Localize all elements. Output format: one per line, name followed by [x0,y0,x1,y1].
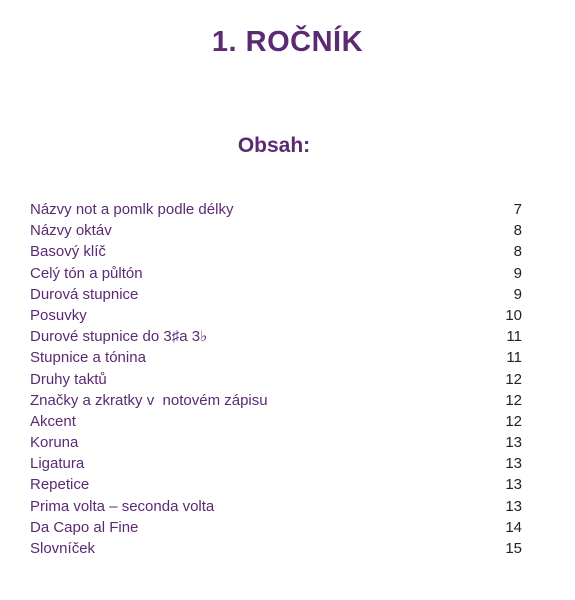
toc-entry-page-number: 8 [513,222,522,240]
toc-entry [30,453,522,474]
toc-heading: Obsah: [237,134,311,157]
toc-entry-title: Koruna [30,434,79,452]
toc-entry-page-number: 13 [505,434,522,452]
toc-entry-title: Druhy taktů [30,370,107,388]
toc-entry-page-number: 13 [505,476,522,494]
toc-entry [30,517,522,538]
toc-entry [30,496,522,517]
toc-entry-title: Značky a zkratky v notovém zápisu [30,391,268,409]
toc-entry [30,411,522,432]
table-of-contents [30,199,522,559]
toc-entry-title: Durová stupnice [30,285,139,303]
toc-entry [30,474,522,495]
toc-entry-page-number: 12 [505,412,522,430]
toc-entry [30,369,522,390]
toc-entry-page-number: 9 [513,264,522,282]
toc-entry-title: Prima volta – seconda volta [30,497,215,515]
toc-entry-title: Ligatura [30,455,85,473]
toc-entry-title: Durové stupnice do 3♯a 3♭ [30,328,208,346]
toc-entry-title: Basový klíč [30,243,106,261]
toc-entry [30,305,522,326]
toc-entry [30,241,522,262]
toc-entry-title: Da Capo al Fine [30,518,139,536]
toc-entry-title: Názvy oktáv [30,222,112,240]
toc-entry [30,326,522,347]
toc-entry-page-number: 12 [505,391,522,409]
toc-entry-page-number: 11 [506,349,522,367]
toc-entry-page-number: 9 [513,285,522,303]
toc-entry [30,538,522,559]
toc-entry-page-number: 15 [505,540,522,557]
toc-entry-page-number: 13 [505,497,522,515]
toc-entry-title: Slovníček [30,540,96,557]
toc-entry-page-number: 8 [513,243,522,261]
toc-entry [30,263,522,284]
toc-entry [30,432,522,453]
toc-entry [30,199,522,220]
toc-entry-title: Akcent [30,412,76,430]
toc-entry-title: Repetice [30,476,90,494]
toc-entry-page-number: 13 [505,455,522,473]
page-title: 1. ROČNÍK [211,26,364,58]
toc-entry-page-number: 7 [513,201,522,218]
toc-entry [30,220,522,241]
toc-entry-page-number: 11 [506,328,522,346]
toc-entry-title: Posuvky [30,306,87,324]
toc-entry-page-number: 14 [505,518,522,536]
toc-entry [30,390,522,411]
toc-entry [30,347,522,368]
toc-entry-page-number: 12 [505,370,522,388]
toc-entry [30,284,522,305]
toc-entry-page-number: 10 [505,306,522,324]
toc-entry-title: Názvy not a pomlk podle délky [30,201,234,218]
toc-entry-title: Celý tón a půltón [30,264,143,282]
toc-entry-title: Stupnice a tónina [30,349,146,367]
